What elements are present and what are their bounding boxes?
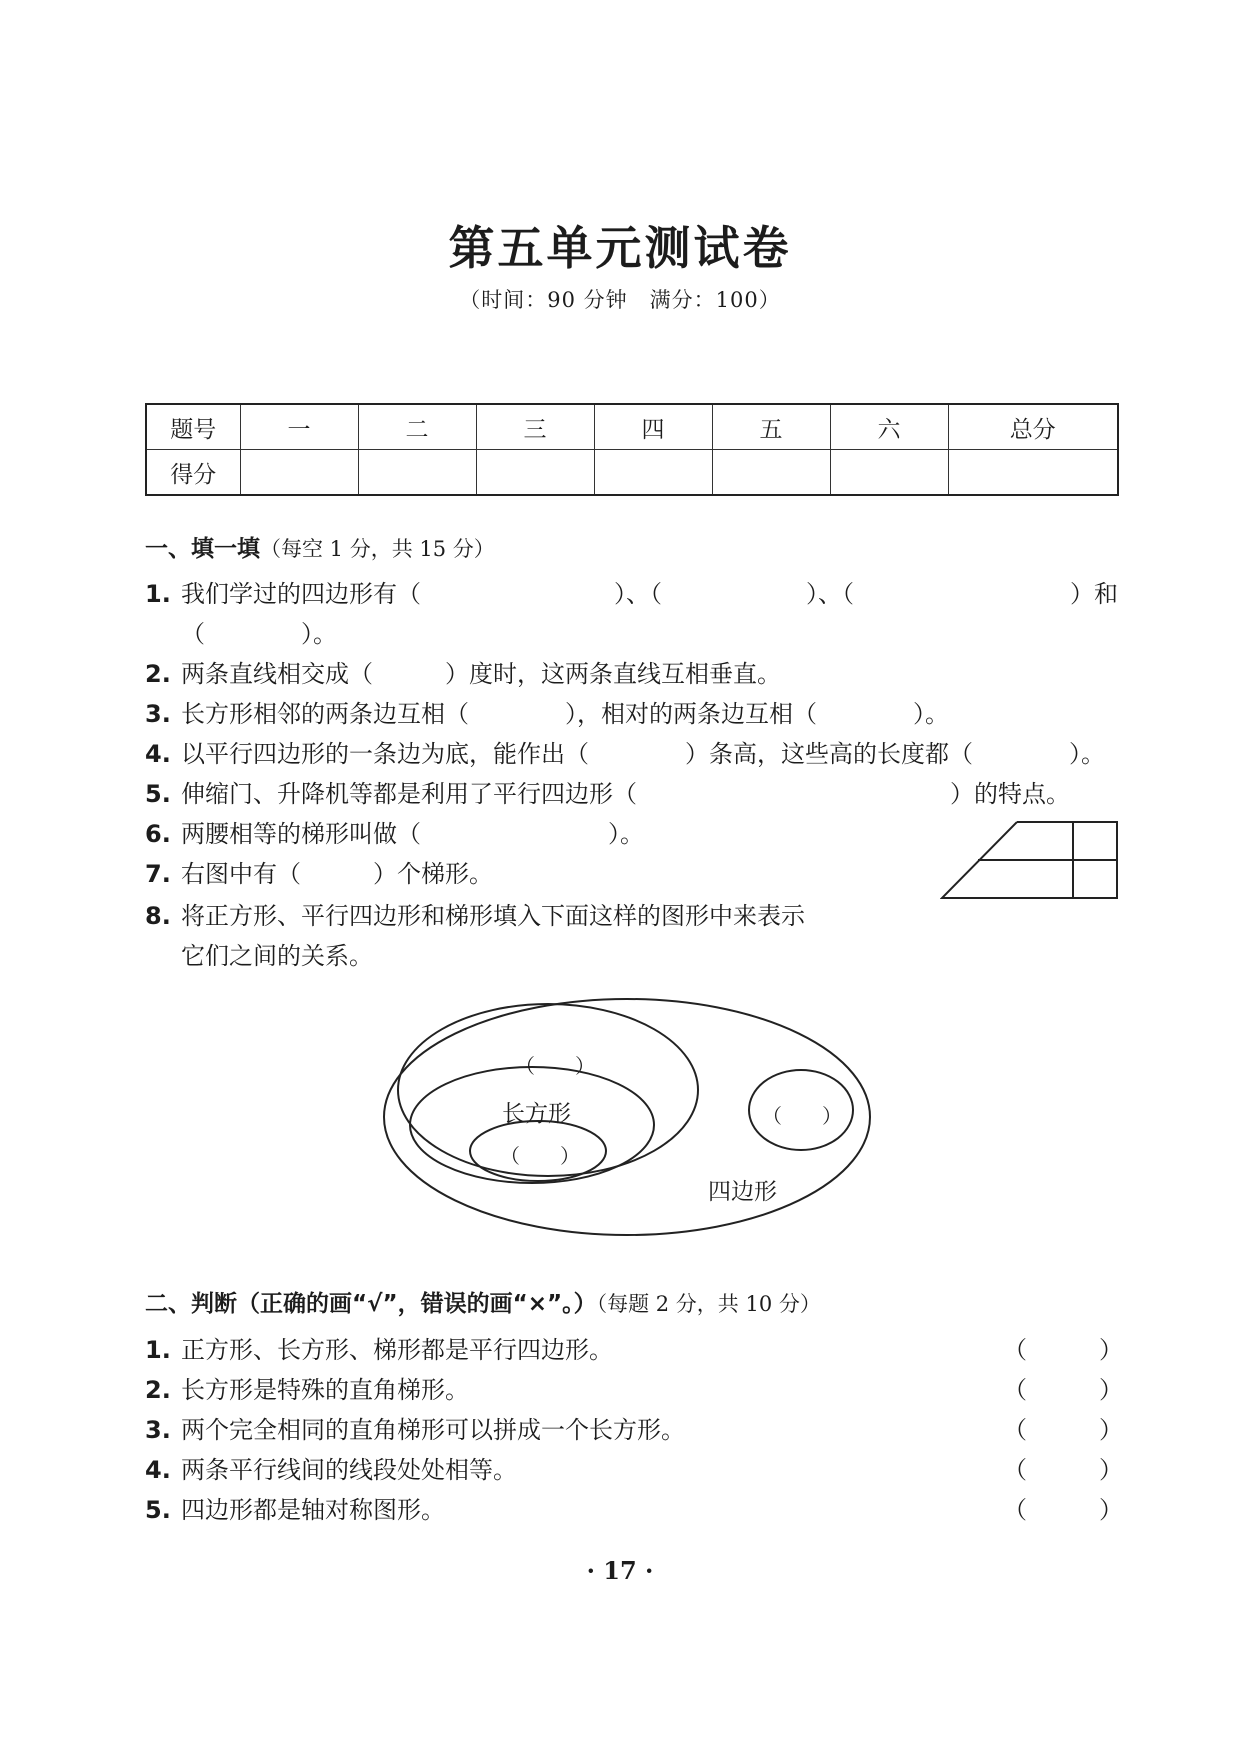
judge-item-5 xyxy=(145,1490,445,1525)
score-table-score-row xyxy=(146,450,1118,496)
question-text: 正方形、长方形、梯形都是平行四边形。 xyxy=(181,1336,613,1364)
question-text: 我们学过的四边形有（ xyxy=(181,580,421,608)
question-8-continuation: 它们之间的关系。 xyxy=(181,942,373,970)
q6-tail: ）。 xyxy=(608,820,644,848)
question-text: 两腰相等的梯形叫做（ xyxy=(181,820,421,848)
question-text: 伸缩门、升降机等都是利用了平行四边形（ xyxy=(181,780,637,808)
question-number: 1. xyxy=(145,1336,171,1364)
question-text: 两个完全相同的直角梯形可以拼成一个长方形。 xyxy=(181,1416,685,1444)
question-number: 1. xyxy=(145,580,171,608)
question-text: 长方形相邻的两条边互相（ ），相对的两条边互相（ ）。 xyxy=(181,700,949,728)
venn-label-quadrilateral: 四边形 xyxy=(708,1179,777,1205)
header-cell-6: 六 xyxy=(830,404,948,450)
judge-item-3 xyxy=(145,1410,685,1445)
question-7 xyxy=(145,854,493,889)
question-number: 3. xyxy=(145,700,171,728)
venn-blank-parallelogram[interactable]: （ ） xyxy=(515,1054,595,1078)
question-text: 四边形都是轴对称图形。 xyxy=(181,1496,445,1524)
score-row-label: 得分 xyxy=(146,450,240,496)
question-text: 将正方形、平行四边形和梯形填入下面这样的图形中来表示 xyxy=(181,902,805,930)
question-8 xyxy=(145,896,805,931)
judge-answer-2[interactable]: （ ） xyxy=(1003,1376,1123,1404)
section2-heading xyxy=(145,1285,821,1318)
section1-title: 一、填一填 xyxy=(145,536,260,562)
question-number: 2. xyxy=(145,1376,171,1404)
section1-heading xyxy=(145,530,495,563)
header-cell-label: 题号 xyxy=(146,404,240,450)
question-number: 4. xyxy=(145,1456,171,1484)
header-cell-3: 三 xyxy=(476,404,594,450)
header-cell-total: 总分 xyxy=(948,404,1118,450)
venn-label-rectangle: 长方形 xyxy=(502,1101,571,1127)
venn-blank-square[interactable]: （ ） xyxy=(500,1144,580,1168)
question-1-continuation: （ ）。 xyxy=(181,620,337,648)
score-table xyxy=(145,403,1119,496)
score-cell[interactable] xyxy=(358,450,476,496)
question-6 xyxy=(145,814,421,849)
score-cell[interactable] xyxy=(830,450,948,496)
page-number: · 17 · xyxy=(586,1556,654,1585)
question-1 xyxy=(145,574,421,609)
section1-note: （每空 1 分，共 15 分） xyxy=(260,537,495,561)
q1-tail: ）和 xyxy=(1070,580,1118,608)
score-cell[interactable] xyxy=(594,450,712,496)
question-number: 5. xyxy=(145,780,171,808)
question-text: 两条平行线间的线段处处相等。 xyxy=(181,1456,517,1484)
question-4 xyxy=(145,734,1105,769)
judge-answer-3[interactable]: （ ） xyxy=(1003,1416,1123,1444)
q1-blank-3-open: ）、（ xyxy=(806,580,854,608)
question-number: 7. xyxy=(145,860,171,888)
trapezoid-figure xyxy=(940,820,1120,902)
header-cell-1: 一 xyxy=(240,404,358,450)
judge-item-2 xyxy=(145,1370,469,1405)
question-text: 右图中有（ ）个梯形。 xyxy=(181,860,493,888)
judge-answer-5[interactable]: （ ） xyxy=(1003,1496,1123,1524)
question-3 xyxy=(145,694,949,729)
section2-title: 二、判断（正确的画“√”，错误的画“×”。） xyxy=(145,1291,597,1317)
question-number: 5. xyxy=(145,1496,171,1524)
question-number: 2. xyxy=(145,660,171,688)
judge-item-4 xyxy=(145,1450,517,1485)
header-cell-5: 五 xyxy=(712,404,830,450)
question-text: 长方形是特殊的直角梯形。 xyxy=(181,1376,469,1404)
question-number: 8. xyxy=(145,902,171,930)
q5-tail: ）的特点。 xyxy=(950,780,1070,808)
question-number: 3. xyxy=(145,1416,171,1444)
header-cell-2: 二 xyxy=(358,404,476,450)
score-cell[interactable] xyxy=(712,450,830,496)
header-cell-4: 四 xyxy=(594,404,712,450)
question-text: 两条直线相交成（ ）度时，这两条直线互相垂直。 xyxy=(181,660,781,688)
score-table-header-row xyxy=(146,404,1118,450)
question-text: 以平行四边形的一条边为底，能作出（ ）条高，这些高的长度都（ ）。 xyxy=(181,740,1105,768)
page-title: 第五单元测试卷 xyxy=(448,221,792,275)
question-2 xyxy=(145,654,781,689)
question-number: 4. xyxy=(145,740,171,768)
judge-answer-4[interactable]: （ ） xyxy=(1003,1456,1123,1484)
q1-blank-2-open: ）、（ xyxy=(614,580,662,608)
question-number: 6. xyxy=(145,820,171,848)
score-cell[interactable] xyxy=(240,450,358,496)
score-cell[interactable] xyxy=(476,450,594,496)
venn-blank-trapezoid[interactable]: （ ） xyxy=(762,1104,842,1128)
section2-note: （每题 2 分，共 10 分） xyxy=(596,1292,821,1316)
question-5 xyxy=(145,774,637,809)
judge-answer-1[interactable]: （ ） xyxy=(1003,1336,1123,1364)
score-cell-total[interactable] xyxy=(948,450,1118,496)
judge-item-1 xyxy=(145,1330,613,1365)
exam-info: （时间：90 分钟 满分：100） xyxy=(459,288,781,312)
